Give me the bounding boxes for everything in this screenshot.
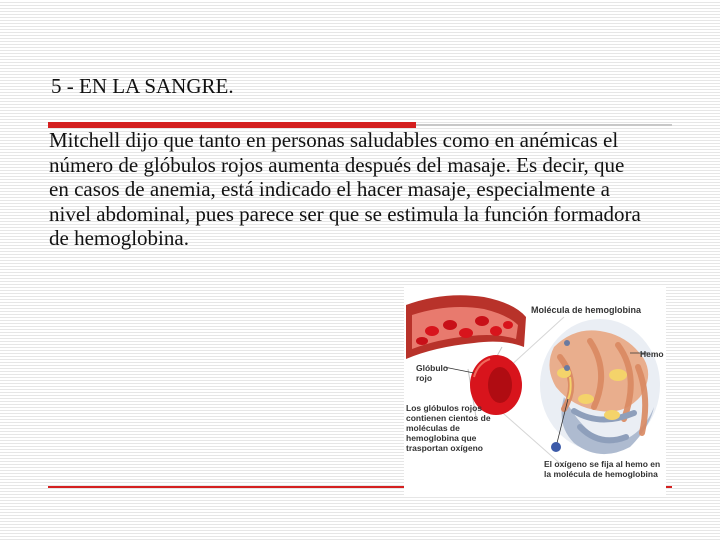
title-divider <box>48 124 672 126</box>
body-paragraph: Mitchell dijo que tanto en personas saludables como en anémicas el número de glóbulos rojos aumenta después del masaje. Es decir, que en casos de anemia, está indicado el hacer masaje, especialmente a nivel abdominal, pues parece ser que se estimula la función formadora de hemoglobina. <box>49 128 641 250</box>
blood-vessel-illustration <box>406 295 526 359</box>
oxygen-caption: El oxígeno se fija al hemo en la molécula de hemoglobina <box>544 459 661 479</box>
slide-title: 5 - EN LA SANGRE. <box>51 74 234 98</box>
hemoglobin-illustration <box>404 287 666 497</box>
hemo-label: Hemo <box>640 349 664 359</box>
globulo-label: Glóbulo rojo <box>416 363 449 383</box>
cell-caption: Los glóbulos rojos contienen cientos de moléculas de hemoglobina que trasportan oxígeno <box>406 403 491 453</box>
molecule-label: Molécula de hemoglobina <box>531 305 642 315</box>
hemoglobin-molecule <box>540 319 660 454</box>
